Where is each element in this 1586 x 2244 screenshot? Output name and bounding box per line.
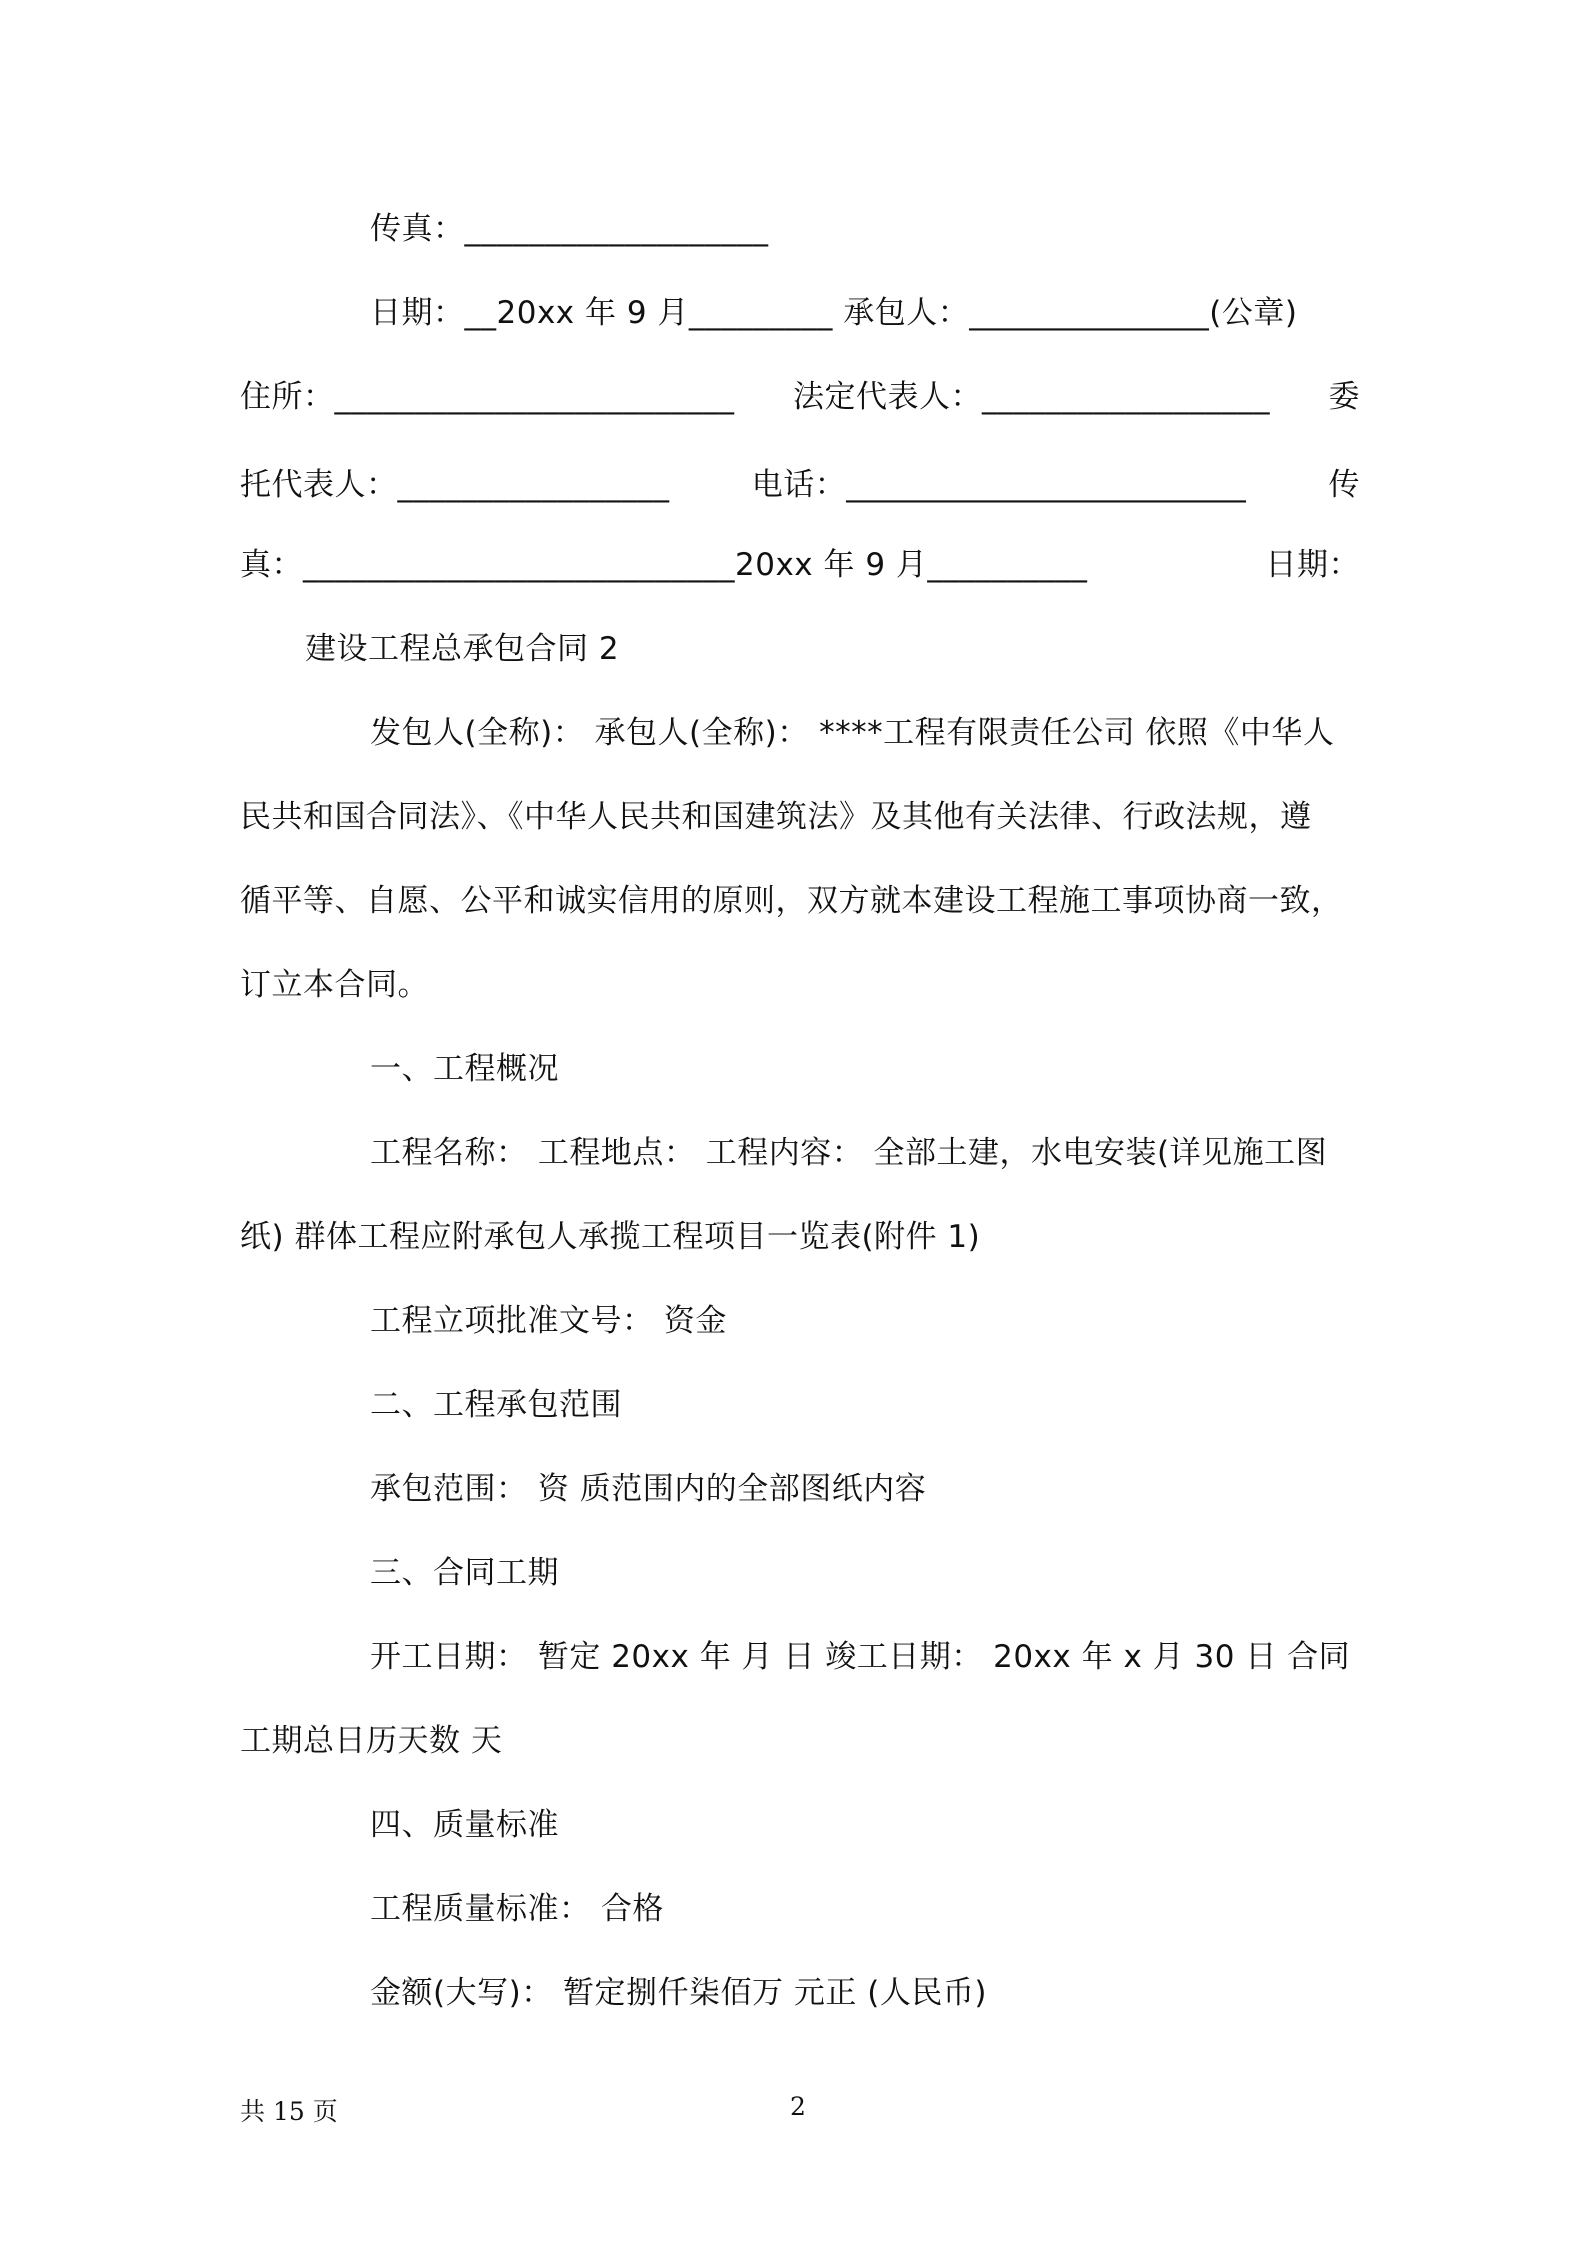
delegate-prefix: 委 xyxy=(1328,379,1360,415)
fax-date-line xyxy=(240,544,1360,586)
paragraph-line-1: 发包人(全称)： 承包人(全称)： ****工程有限责任公司 依照《中华人 xyxy=(370,715,1335,751)
contract-title: 建设工程总承包合同 2 xyxy=(305,631,620,667)
schedule-line-2: 工期总日历天数 天 xyxy=(240,1723,503,1759)
quality-line: 工程质量标准： 合格 xyxy=(370,1891,664,1927)
fax-field: 真：___________________________20xx 年 9 月__________ xyxy=(240,547,1088,583)
fax-prefix: 传 xyxy=(1328,467,1360,503)
footer-total-pages: 共 15 页 xyxy=(240,2097,338,2126)
schedule-line: 开工日期： 暂定 20xx 年 月 日 竣工日期： 20xx 年 x 月 30 日 合同 xyxy=(370,1639,1351,1675)
section-heading-3: 三、合同工期 xyxy=(370,1555,559,1591)
scope-line: 承包范围： 资 质范围内的全部图纸内容 xyxy=(370,1471,927,1507)
paragraph-line-2: 民共和国合同法》、《中华人民共和国建筑法》及其他有关法律、行政法规，遵 xyxy=(240,799,1312,835)
delegate-phone-line xyxy=(240,464,1360,506)
phone-field: 电话：_________________________ xyxy=(751,467,1247,503)
paragraph-line-4: 订立本合同。 xyxy=(240,967,429,1003)
footer-page-number: 2 xyxy=(790,2092,806,2121)
paragraph-line-3: 循平等、自愿、公平和诚实信用的原则，双方就本建设工程施工事项协商一致， xyxy=(240,883,1343,919)
section-heading-4: 四、质量标准 xyxy=(370,1807,559,1843)
address-field: 住所：_________________________ xyxy=(240,379,735,415)
date-contractor-line: 日期：__20xx 年 9 月_________ 承包人：_______________(公章) xyxy=(370,295,1298,331)
date-label: 日期： xyxy=(1265,547,1360,583)
project-info-line-2: 纸) 群体工程应附承包人承揽工程项目一览表(附件 1) xyxy=(240,1219,981,1255)
fax-line: 传真：___________________ xyxy=(370,211,769,247)
section-heading-2: 二、工程承包范围 xyxy=(370,1387,622,1423)
address-rep-line xyxy=(240,376,1360,418)
legal-rep-field: 法定代表人：__________________ xyxy=(793,379,1270,415)
approval-line: 工程立项批准文号： 资金 xyxy=(370,1303,727,1339)
delegate-field: 托代表人：_________________ xyxy=(240,467,670,503)
project-info-line: 工程名称： 工程地点： 工程内容： 全部土建，水电安装(详见施工图 xyxy=(370,1135,1328,1171)
section-heading-1: 一、工程概况 xyxy=(370,1051,559,1087)
amount-line: 金额(大写)： 暂定捌仟柒佰万 元正 (人民币) xyxy=(370,1975,987,2011)
